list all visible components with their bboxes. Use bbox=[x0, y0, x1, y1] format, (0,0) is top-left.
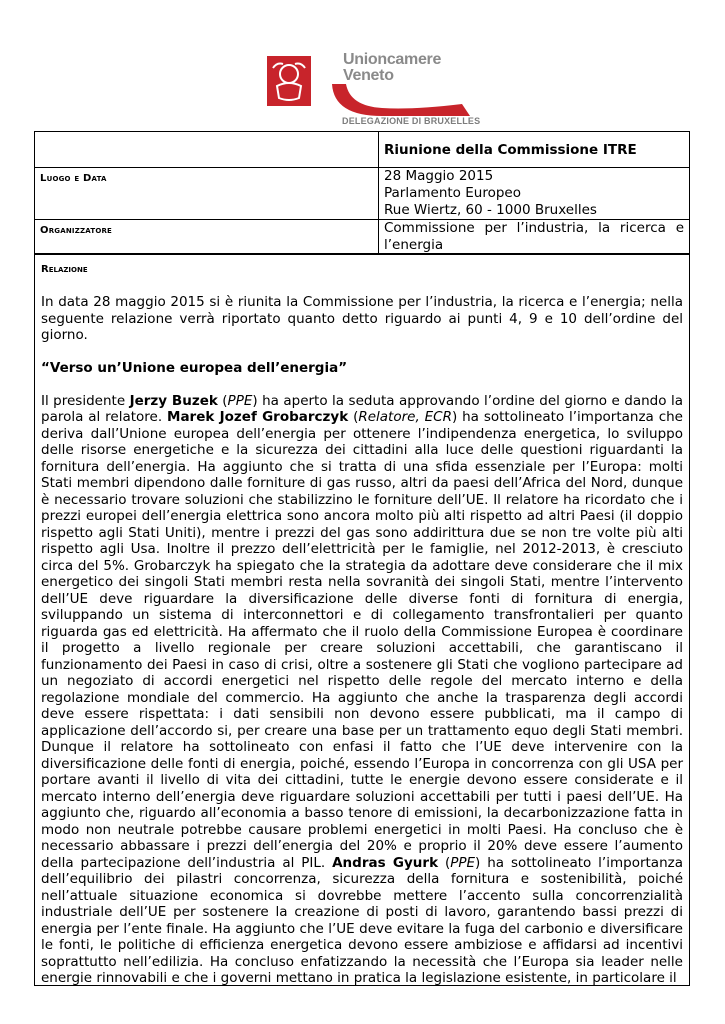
place-date-value-cell bbox=[379, 168, 690, 220]
party-label: PPE bbox=[450, 854, 476, 871]
place-date-label-cell bbox=[35, 168, 379, 220]
brand-name-line2: Veneto bbox=[343, 67, 394, 84]
empty-cell bbox=[35, 132, 379, 168]
delegation-label: DELEGAZIONE DI BRUXELLES bbox=[342, 116, 481, 126]
organizer-value: Commissione per l’industria, la ricerca e l’energia bbox=[384, 220, 684, 253]
section-title: “Verso un’Unione europea dell’energia” bbox=[41, 359, 348, 376]
event-title: Riunione della Commissione ITRE bbox=[384, 142, 637, 158]
letterhead bbox=[262, 44, 502, 129]
report-label: Relazione bbox=[41, 264, 88, 275]
speaker-name: Marek Jozef Grobarczyk bbox=[167, 409, 349, 425]
event-title-cell bbox=[379, 132, 690, 168]
text-run: ( bbox=[217, 392, 228, 409]
date-value: 28 Maggio 2015 bbox=[384, 168, 494, 184]
venue-value: Parlamento Europeo bbox=[384, 185, 521, 201]
party-label: PPE bbox=[227, 392, 253, 409]
brand-name-line1: Unioncamere bbox=[343, 51, 442, 68]
organizer-label: Organizzatore bbox=[40, 225, 113, 236]
text-run: ) ha sottolineato l’importanza dell’equilibrio dei pilastri concorrenza, sicurezza della fornitura e sostenibilità, poiché nell’attuale situazione economica si dovrebbe mettere l’accento sulla concorrenzialità industriale dell’UE per sostenere la creazione di posti di lavoro, garantendo bassi prezzi di energia per l’ente finale. Ha aggiunto che l’UE deve evitare la fuga del carbonio e diversificare le fonti, le politiche di efficienza energetica devono essere ambiziose e affidarsi ad incentivi soprattutto nell’edilizia. Ha concluso enfatizzando la necessità che l’Europa sia leader nelle energie rinnovabili e che i governi mettano in pratica la legislazione esistente, in particolare il bbox=[41, 854, 683, 986]
speaker-name: Jerzy Buzek bbox=[129, 392, 218, 409]
info-table bbox=[34, 131, 690, 255]
place-date-label: Luogo e Data bbox=[40, 173, 107, 184]
lion-of-st-mark-icon bbox=[267, 56, 311, 106]
intro-paragraph: In data 28 maggio 2015 si è riunita la Commissione per l’industria, la ricerca e l’energia; nella seguente relazione verrà riportato quanto detto riguardo ai punti 4, 9 e 10 dell’ordine del giorno. bbox=[41, 294, 683, 343]
text-run: Il presidente bbox=[41, 392, 130, 409]
text-run: ) ha aperto la seduta approvando l’ordine del giorno e dando la parola al relatore. bbox=[41, 392, 683, 425]
text-run: ( bbox=[438, 854, 451, 871]
organizer-value-cell bbox=[379, 220, 690, 255]
body-paragraph bbox=[41, 393, 683, 987]
report-section bbox=[34, 253, 690, 986]
address-value: Rue Wiertz, 60 - 1000 Bruxelles bbox=[384, 202, 597, 218]
party-label: Relatore, ECR bbox=[358, 409, 452, 425]
text-run: ( bbox=[348, 409, 359, 425]
speaker-name: Andras Gyurk bbox=[332, 854, 439, 871]
organizer-label-cell bbox=[35, 220, 379, 255]
text-run: ) ha sottolineato l’importanza che deriva dall’Unione europea dell’energia per ottenere l’indipendenza energetica, lo sviluppo delle risorse energetiche e la sicurezza dei cittadini alla luce delle questioni riguardanti la fornitura dell’energia. Ha aggiunto che si tratta di una sfida essenziale per l’Europa: molti Stati membri dipendono dalle forniture di gas russo, altri da paesi dell’Africa del Nord, dunque è necessario trovare soluzioni che stabilizzino le forniture dell’UE. Il relatore ha ricordato che i prezzi europei dell’energia elettrica sono ancora molto più alti rispetto ad altri Paesi (il doppio rispetto agli Stati Uniti), mentre i prezzi del gas sono addirittura due se non tre volte più alti rispetto agli Usa. Inoltre il prezzo dell’elettricità per le famiglie, nel 2012-2013, è cresciuto circa del 5%. Grobarczyk ha spiegato che la strategia da adottare deve considerare che il mix energetico dei singoli Stati membri resta nella sovranità dei singoli Stati, mentre l’intervento dell’UE deve riguardare la diversificazione delle diverse fonti di fornitura di energia, sviluppando un sistema di interconnettori e di collegamento transfrontalieri per quanto riguarda gas ed elettricità. Ha affermato che il ruolo della Commissione Europea è coordinare il progetto a livello regionale per creare soluzioni accettabili, che garantiscano il funzionamento dei Paesi in caso di crisi, oltre a sostenere gli Stati che vogliono partecipare ad un negoziato di accordi energetici nel rispetto delle regole del mercato interno e della regolazione mondiale del commercio. Ha aggiunto che anche la trasparenza degli accordi deve essere rispettata: i dati sensibili non devono essere pubblicati, ma il campo di applicazione dell’accordo si, per creare una base per un trattamento equo degli Stati membri. Dunque il relatore ha sottolineato con enfasi il fatto che l’UE deve intervenire con la diversificazione delle fonti di energia, poiché, essendo l’Europa in concorrenza con gli USA per portare avanti il livello di vita dei cittadini, tutte le energie devono essere considerate e il mercato interno dell’energia deve riguardare soluzioni accettabili per tutti i paesi dell’UE. Ha aggiunto che, riguardo all’economia a basso tenore di emissioni, la decarbonizzazione fatta in modo non neutrale potrebbe causare problemi energetici in molti Paesi. Ha concluso che è necessario abbassare i prezzi dell’energia del 20% e proprio il 20% deve essere l’aumento della partecipazione dell’industria al PIL. bbox=[41, 409, 683, 871]
